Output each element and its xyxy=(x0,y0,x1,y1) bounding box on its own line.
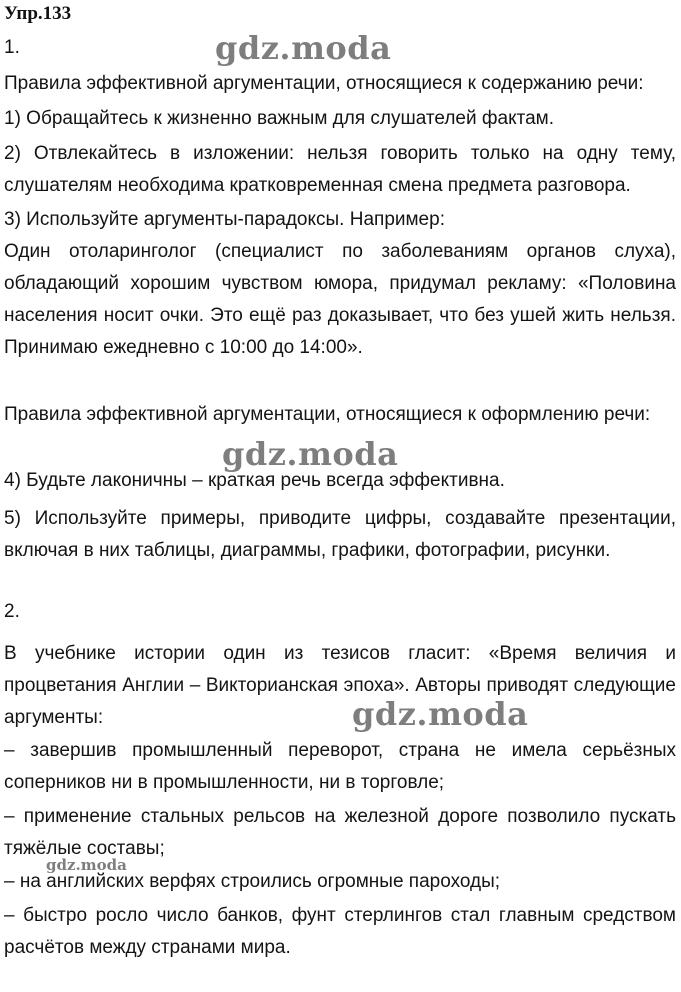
argument-1: – завершив промышленный переворот, страна не имела серьёзных соперников ни в промышленности, ни в торговле; xyxy=(4,740,676,793)
watermark-logo: gdz.moda xyxy=(352,695,529,733)
watermark-logo-small: gdz.moda xyxy=(46,856,127,874)
part-1-number: 1. xyxy=(4,37,20,58)
watermark-logo: gdz.moda xyxy=(222,435,399,473)
part-2-number: 2. xyxy=(4,601,20,622)
example-paragraph: Один отоларинголог (специалист по заболеваниям органов слуха), обладающий хорошим чувством юмора, придумал рекламу: «Половина населения носит очки. Это ещё раз доказывает, что без ушей жить нельзя. Принимаю ежедневно с 10:00 до 14:00». xyxy=(4,241,676,358)
format-rules-heading: Правила эффективной аргументации, относящиеся к оформлению речи: xyxy=(4,404,651,425)
argument-3: – на английских верфях строились огромные пароходы; xyxy=(4,871,501,892)
content-rules-heading: Правила эффективной аргументации, относящиеся к содержанию речи: xyxy=(4,73,644,94)
rule-5: 5) Используйте примеры, приводите цифры, создавайте презентации, включая в них таблицы, диаграммы, графики, фотографии, рисунки. xyxy=(4,508,676,561)
rule-1: 1) Обращайтесь к жизненно важным для слушателей фактам. xyxy=(4,108,554,129)
watermark-logo: gdz.moda xyxy=(215,29,392,67)
argument-4: – быстро росло число банков, фунт стерлингов стал главным средством расчётов между странами мира. xyxy=(4,905,676,958)
argument-2: – применение стальных рельсов на железной дороге позволило пускать тяжёлые составы; xyxy=(4,806,676,859)
rule-3: 3) Используйте аргументы-парадоксы. Например: xyxy=(4,209,445,230)
thesis-intro: В учебнике истории один из тезисов гласит: «Время величия и процветания Англии – Викторианская эпоха». Авторы приводят следующие аргументы: xyxy=(4,643,676,728)
rule-4: 4) Будьте лаконичны – краткая речь всегда эффективна. xyxy=(4,470,505,491)
exercise-title: Упр.133 xyxy=(4,3,72,24)
rule-2: 2) Отвлекайтесь в изложении: нельзя говорить только на одну тему, слушателям необходима кратковременная смена предмета разговора. xyxy=(4,143,676,196)
